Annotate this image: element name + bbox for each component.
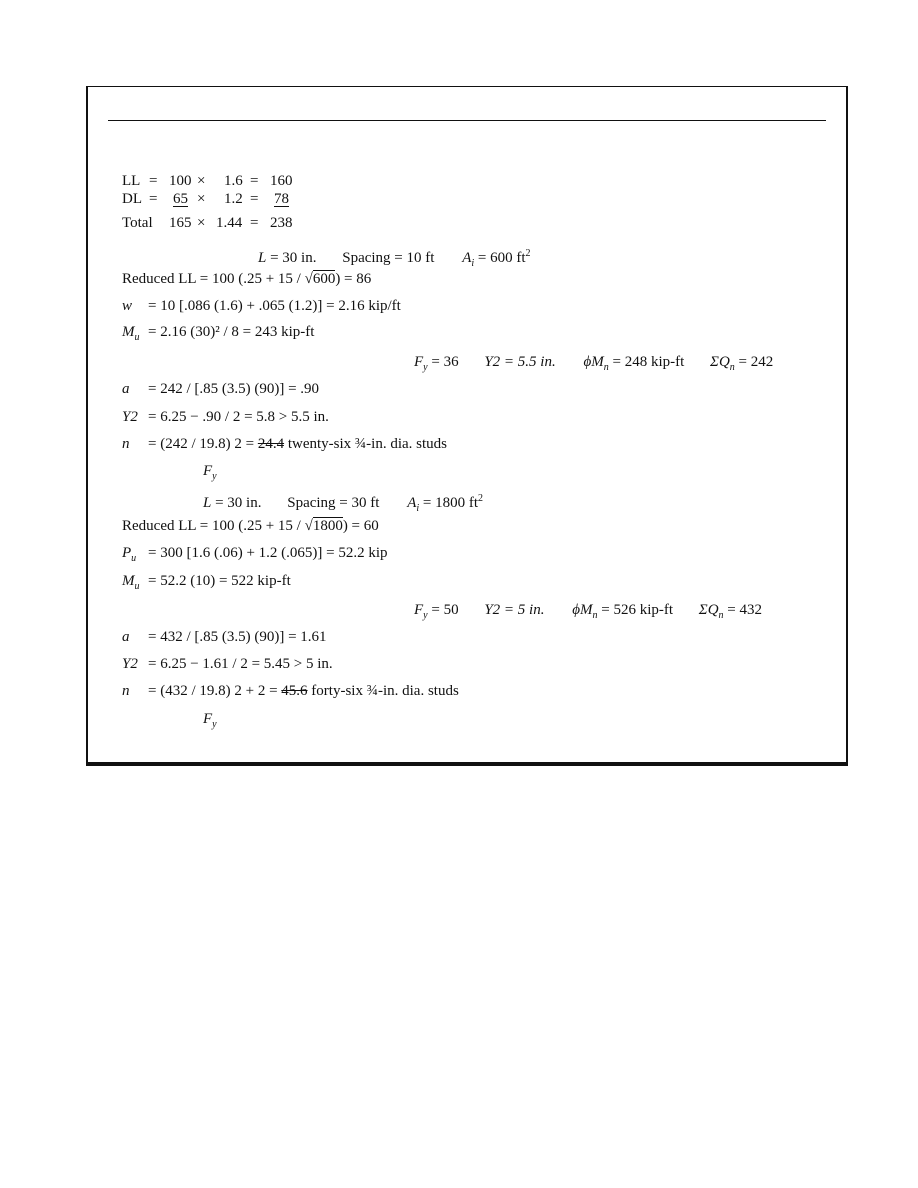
pu-expression: = 300 [1.6 (.06) + 1.2 (.065)] = 52.2 kip [148, 545, 388, 561]
n-studs: twenty-six ¾-in. dia. studs [284, 436, 447, 452]
total-result: 238 [270, 215, 293, 231]
reduced-ll-suffix: ) = 86 [335, 271, 372, 287]
total-load: 165 [169, 215, 192, 231]
area-value: = 1800 ft [422, 495, 479, 511]
dl-factor: 1.2 [224, 191, 243, 207]
area-superscript: 2 [478, 493, 484, 504]
beam-geometry-2 [203, 490, 483, 518]
a-symbol: a [122, 629, 130, 645]
mu-expression: = 52.2 (10) = 522 kip-ft [148, 573, 291, 589]
beam-geometry-1 [258, 245, 531, 273]
area-value: = 600 ft [477, 250, 526, 266]
n-studs: forty-six ¾-in. dia. studs [307, 683, 459, 699]
n-line-2 [122, 682, 459, 700]
a-expression: = 242 / [.85 (3.5) (90)] = .90 [148, 381, 320, 397]
phi-mn-symbol: ϕM [583, 354, 604, 370]
total-eq2: = [250, 215, 259, 231]
y2-symbol: Y2 [122, 656, 138, 672]
fy-symbol: F [414, 354, 424, 370]
sum-qn-symbol: ΣQ [710, 354, 730, 370]
y2-symbol: Y2 [122, 409, 138, 425]
dl-eq: = [149, 191, 158, 207]
total-factor: 1.44 [216, 215, 243, 231]
fy-note-subscript: y [212, 471, 217, 482]
w-expression: = 10 [.086 (1.6) + .065 (1.2)] = 2.16 kip/ft [148, 298, 401, 314]
reduced-ll-1 [122, 270, 371, 288]
reduced-ll-prefix: Reduced LL = 100 (.25 + 15 / √ [122, 271, 313, 287]
span-value: = 30 in. [270, 250, 317, 266]
ll-load: 100 [169, 173, 192, 189]
mu-line-1 [122, 323, 314, 347]
reduced-ll-radicand: 600 [312, 271, 336, 287]
y2-expression: = 6.25 − 1.61 / 2 = 5.45 > 5 in. [148, 656, 333, 672]
y2-line-2 [122, 655, 333, 673]
a-line-2 [122, 628, 327, 646]
mu-symbol: M [122, 324, 135, 340]
sum-qn-value: = 242 [738, 354, 774, 370]
phi-mn-value: = 526 kip-ft [601, 602, 674, 618]
dl-load: 65 [173, 191, 188, 207]
y2-expression: = 6.25 − .90 / 2 = 5.8 > 5.5 in. [148, 409, 329, 425]
w-symbol: w [122, 298, 133, 314]
y2-value: Y2 = 5 in. [484, 602, 545, 618]
fy-value: = 50 [431, 602, 459, 618]
mu-subscript: u [134, 581, 140, 592]
y2-value: Y2 = 5.5 in. [484, 354, 556, 370]
span-symbol: L [203, 495, 212, 511]
phi-mn-symbol: ϕM [572, 602, 593, 618]
n-line-1 [122, 435, 447, 453]
fy-subscript: y [423, 362, 428, 373]
reduced-ll-radicand: 1800 [312, 518, 343, 534]
n-expression: = (242 / 19.8) 2 = [148, 436, 258, 452]
area-symbol: A [462, 250, 472, 266]
pu-symbol: P [122, 545, 132, 561]
fy-note-2 [203, 710, 217, 734]
fy-note-1 [203, 462, 217, 486]
mu-line-2 [122, 572, 291, 596]
spacing-value: Spacing = 10 ft [342, 250, 435, 266]
a-expression: = 432 / [.85 (3.5) (90)] = 1.61 [148, 629, 327, 645]
span-symbol: L [258, 250, 267, 266]
area-symbol: A [407, 495, 417, 511]
a-symbol: a [122, 381, 130, 397]
reduced-ll-suffix: ) = 60 [342, 518, 379, 534]
area-subscript: i [416, 503, 420, 514]
n-struck-value: 45.6 [281, 683, 308, 699]
sum-qn-subscript: n [718, 610, 724, 621]
n-expression: = (432 / 19.8) 2 + 2 = [148, 683, 282, 699]
reduced-ll-prefix: Reduced LL = 100 (.25 + 15 / √ [122, 518, 313, 534]
ll-eq: = [149, 173, 158, 189]
sum-qn-subscript: n [729, 362, 735, 373]
fy-note-subscript: y [212, 719, 217, 730]
header-rule [108, 120, 826, 121]
total-label: Total [122, 215, 153, 231]
section-selection-2 [414, 601, 762, 625]
spacing-value: Spacing = 30 ft [287, 495, 380, 511]
dl-result: 78 [274, 191, 289, 207]
reduced-ll-2 [122, 517, 379, 535]
fy-subscript: y [423, 610, 428, 621]
ll-result: 160 [270, 173, 293, 189]
fy-value: = 36 [431, 354, 459, 370]
n-struck-value: 24.4 [257, 436, 285, 452]
w-line [122, 297, 401, 315]
dl-label: DL [122, 191, 142, 207]
sum-qn-symbol: ΣQ [698, 602, 719, 618]
ll-label: LL [122, 173, 141, 189]
y2-line-1 [122, 408, 329, 426]
phi-mn-subscript: n [592, 610, 598, 621]
dl-times: × [197, 191, 206, 207]
span-value: = 30 in. [215, 495, 262, 511]
ll-factor: 1.6 [224, 173, 243, 189]
sum-qn-value: = 432 [727, 602, 763, 618]
phi-mn-subscript: n [603, 362, 609, 373]
a-line-1 [122, 380, 319, 398]
mu-subscript: u [134, 332, 140, 343]
fy-note-symbol: F [203, 463, 213, 479]
n-symbol: n [122, 436, 130, 452]
section-selection-1 [414, 353, 773, 377]
ll-times: × [197, 173, 206, 189]
dl-eq2: = [250, 191, 259, 207]
area-subscript: i [471, 258, 475, 269]
pu-subscript: u [131, 553, 137, 564]
phi-mn-value: = 248 kip-ft [612, 354, 685, 370]
pu-line [122, 544, 388, 568]
total-times: × [197, 215, 206, 231]
fy-note-symbol: F [203, 711, 213, 727]
fy-symbol: F [414, 602, 424, 618]
area-superscript: 2 [525, 248, 531, 259]
mu-symbol: M [122, 573, 135, 589]
mu-expression: = 2.16 (30)² / 8 = 243 kip-ft [148, 324, 315, 340]
n-symbol: n [122, 683, 130, 699]
ll-eq2: = [250, 173, 259, 189]
